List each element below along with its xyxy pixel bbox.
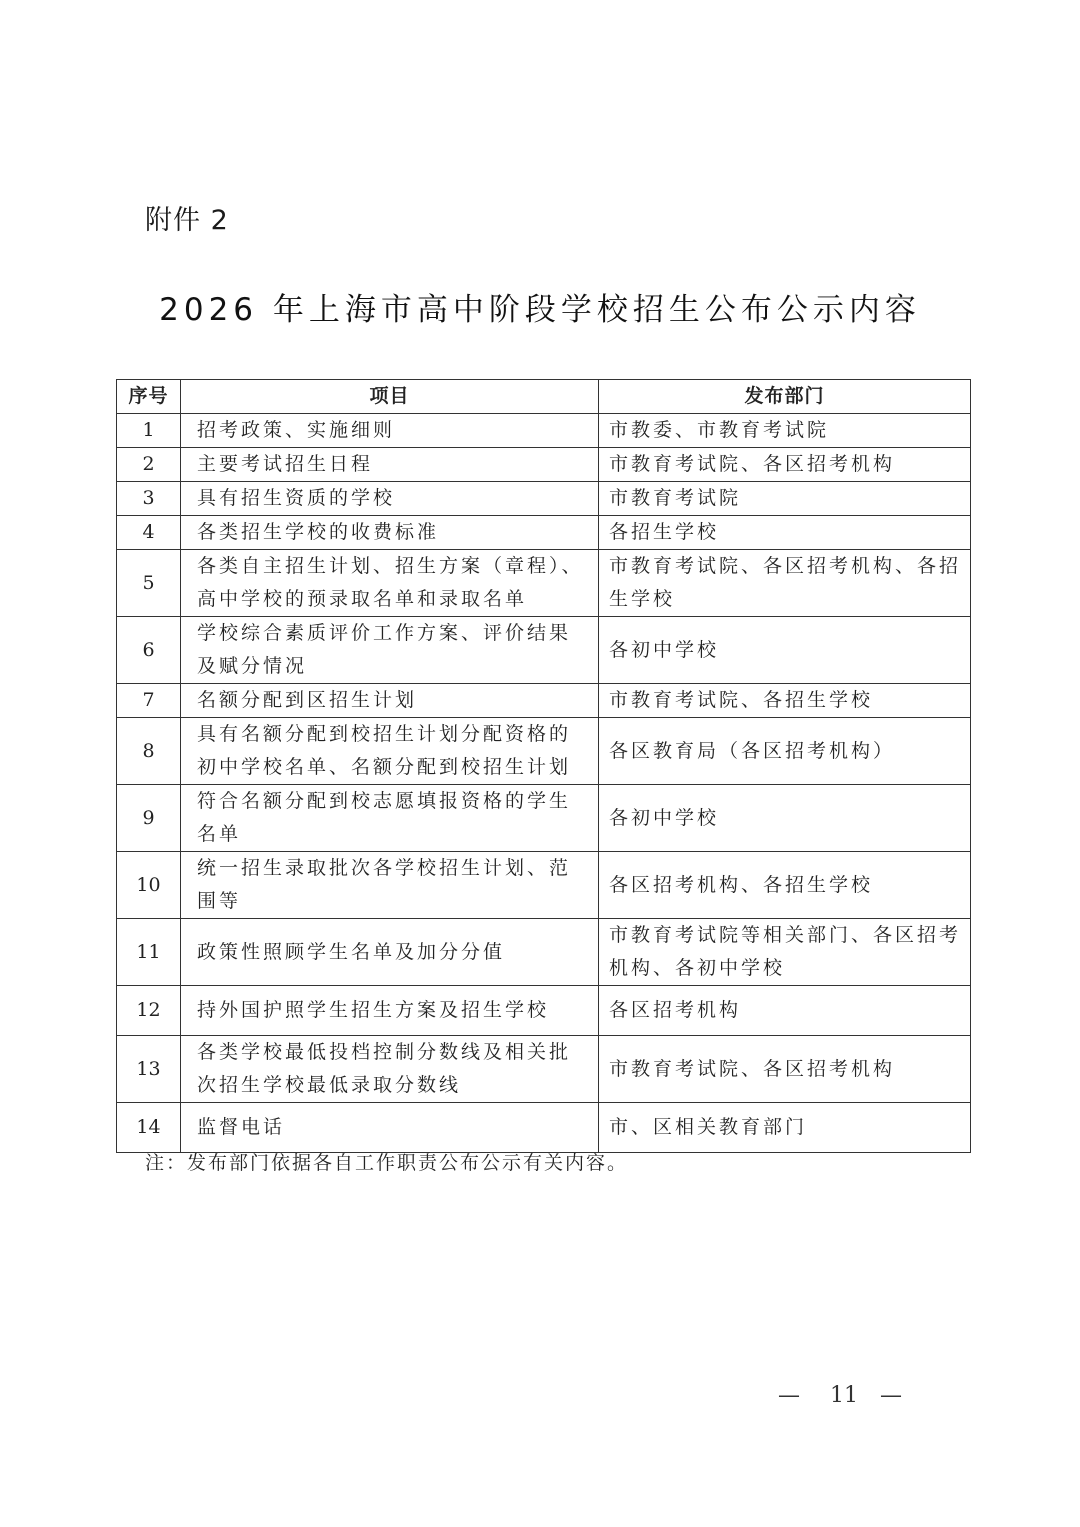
table-row: [117, 684, 971, 718]
table-row: [117, 919, 971, 986]
row-number: 13: [117, 1036, 181, 1103]
row-dept: 市教育考试院: [599, 482, 971, 516]
row-item: 名额分配到区招生计划: [181, 684, 599, 718]
table-row: [117, 1103, 971, 1153]
row-item: 各类自主招生计划、招生方案（章程）、高中学校的预录取名单和录取名单: [181, 550, 599, 617]
table-row: [117, 1036, 971, 1103]
row-item: 招考政策、实施细则: [181, 414, 599, 448]
row-number: 9: [117, 785, 181, 852]
table-row: [117, 516, 971, 550]
row-number: 6: [117, 617, 181, 684]
row-dept: 各初中学校: [599, 617, 971, 684]
row-dept: 各区招考机构: [599, 986, 971, 1036]
row-number: 1: [117, 414, 181, 448]
row-number: 2: [117, 448, 181, 482]
header-no: 序号: [117, 380, 181, 414]
row-item: 学校综合素质评价工作方案、评价结果及赋分情况: [181, 617, 599, 684]
row-dept: 各招生学校: [599, 516, 971, 550]
row-number: 3: [117, 482, 181, 516]
row-number: 12: [117, 986, 181, 1036]
row-item: 各类招生学校的收费标准: [181, 516, 599, 550]
row-number: 10: [117, 852, 181, 919]
table-row: [117, 852, 971, 919]
page-dash-right: —: [880, 1383, 902, 1408]
row-number: 8: [117, 718, 181, 785]
table-row: [117, 482, 971, 516]
row-dept: 市教育考试院、各区招考机构、各招生学校: [599, 550, 971, 617]
attachment-label: 附件 2: [145, 205, 229, 236]
row-item: 持外国护照学生招生方案及招生学校: [181, 986, 599, 1036]
row-item: 政策性照顾学生名单及加分分值: [181, 919, 599, 986]
row-dept: 各初中学校: [599, 785, 971, 852]
document-title: 2026 年上海市高中阶段学校招生公布公示内容: [159, 292, 921, 328]
row-dept: 市、区相关教育部门: [599, 1103, 971, 1153]
table-row: [117, 414, 971, 448]
row-item: 各类学校最低投档控制分数线及相关批次招生学校最低录取分数线: [181, 1036, 599, 1103]
table-row: [117, 550, 971, 617]
header-item: 项目: [181, 380, 599, 414]
page-dash-left: —: [778, 1383, 800, 1408]
row-item: 具有招生资质的学校: [181, 482, 599, 516]
row-number: 7: [117, 684, 181, 718]
table-row: [117, 785, 971, 852]
table-note: 注：发布部门依据各自工作职责公布公示有关内容。: [145, 1152, 629, 1174]
row-dept: 市教育考试院、各招生学校: [599, 684, 971, 718]
row-item: 具有名额分配到校招生计划分配资格的初中学校名单、名额分配到校招生计划: [181, 718, 599, 785]
row-number: 4: [117, 516, 181, 550]
table-row: [117, 448, 971, 482]
row-number: 14: [117, 1103, 181, 1153]
row-dept: 市教育考试院等相关部门、各区招考机构、各初中学校: [599, 919, 971, 986]
row-item: 监督电话: [181, 1103, 599, 1153]
row-number: 5: [117, 550, 181, 617]
header-dept: 发布部门: [599, 380, 971, 414]
table-header-row: [117, 380, 971, 414]
row-number: 11: [117, 919, 181, 986]
row-dept: 市教委、市教育考试院: [599, 414, 971, 448]
row-item: 统一招生录取批次各学校招生计划、范围等: [181, 852, 599, 919]
row-item: 主要考试招生日程: [181, 448, 599, 482]
row-dept: 市教育考试院、各区招考机构: [599, 448, 971, 482]
row-item: 符合名额分配到校志愿填报资格的学生名单: [181, 785, 599, 852]
table-row: [117, 617, 971, 684]
publication-table: [116, 379, 971, 1153]
row-dept: 各区招考机构、各招生学校: [599, 852, 971, 919]
page-number: 11: [830, 1383, 858, 1408]
table-row: [117, 718, 971, 785]
table-row: [117, 986, 971, 1036]
row-dept: 市教育考试院、各区招考机构: [599, 1036, 971, 1103]
row-dept: 各区教育局（各区招考机构）: [599, 718, 971, 785]
